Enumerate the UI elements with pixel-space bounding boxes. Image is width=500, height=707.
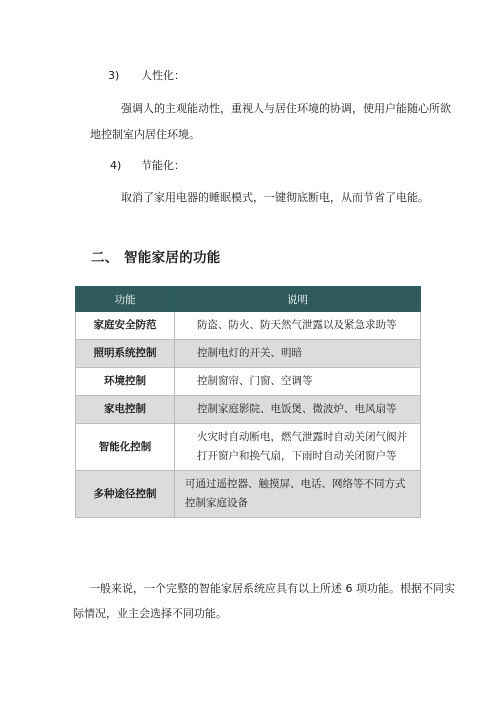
item-3-text-line-2: 地控制室内居住环境。 <box>90 128 200 141</box>
function-name: 多种途径控制 <box>76 471 175 518</box>
table-header-row <box>76 287 421 312</box>
function-table <box>75 286 421 518</box>
section-number: 二、 <box>91 250 119 266</box>
item-4-text: 取消了家用电器的睡眠模式，一键彻底断电，从而节省了电能。 <box>121 191 429 204</box>
summary-line-2: 际情况，业主会选择不同功能。 <box>73 607 227 620</box>
item-4-number: 4) <box>110 159 122 172</box>
item-3-number: 3) <box>108 69 120 82</box>
function-name: 照明系统控制 <box>76 340 175 368</box>
table-row <box>76 340 421 368</box>
item-3-text-line-1: 强调人的主观能动性，重视人与居住环境的协调，使用户能随心所欲 <box>121 102 451 115</box>
item-3-label: 人性化： <box>141 69 185 82</box>
section-title: 智能家居的功能 <box>124 250 221 266</box>
table-row <box>76 312 421 340</box>
function-description: 控制窗帘、门窗、空调等 <box>175 368 421 396</box>
function-description: 防盗、防火、防天然气泄露以及紧急求助等 <box>175 312 421 340</box>
column-header-description: 说明 <box>175 287 421 312</box>
function-name: 智能化控制 <box>76 424 175 471</box>
table-row <box>76 396 421 424</box>
table-row <box>76 471 421 518</box>
function-description: 控制家庭影院、电饭煲、微波炉、电风扇等 <box>175 396 421 424</box>
function-description: 控制电灯的开关、明暗 <box>175 340 421 368</box>
summary-line-1: 一般来说，一个完整的智能家居系统应具有以上所述 6 项功能。根据不同实 <box>89 582 455 595</box>
column-header-function: 功能 <box>76 287 175 312</box>
function-description: 可通过遥控器、触摸屏、电话、网络等不同方式控制家庭设备 <box>175 471 421 518</box>
table-row <box>76 368 421 396</box>
function-name: 家庭安全防范 <box>76 312 175 340</box>
item-4-label: 节能化： <box>141 159 185 172</box>
function-description: 火灾时自动断电，燃气泄露时自动关闭气阀并打开窗户和换气扇，下雨时自动关闭窗户等 <box>175 424 421 471</box>
function-name: 家电控制 <box>76 396 175 424</box>
table-row <box>76 424 421 471</box>
function-name: 环境控制 <box>76 368 175 396</box>
